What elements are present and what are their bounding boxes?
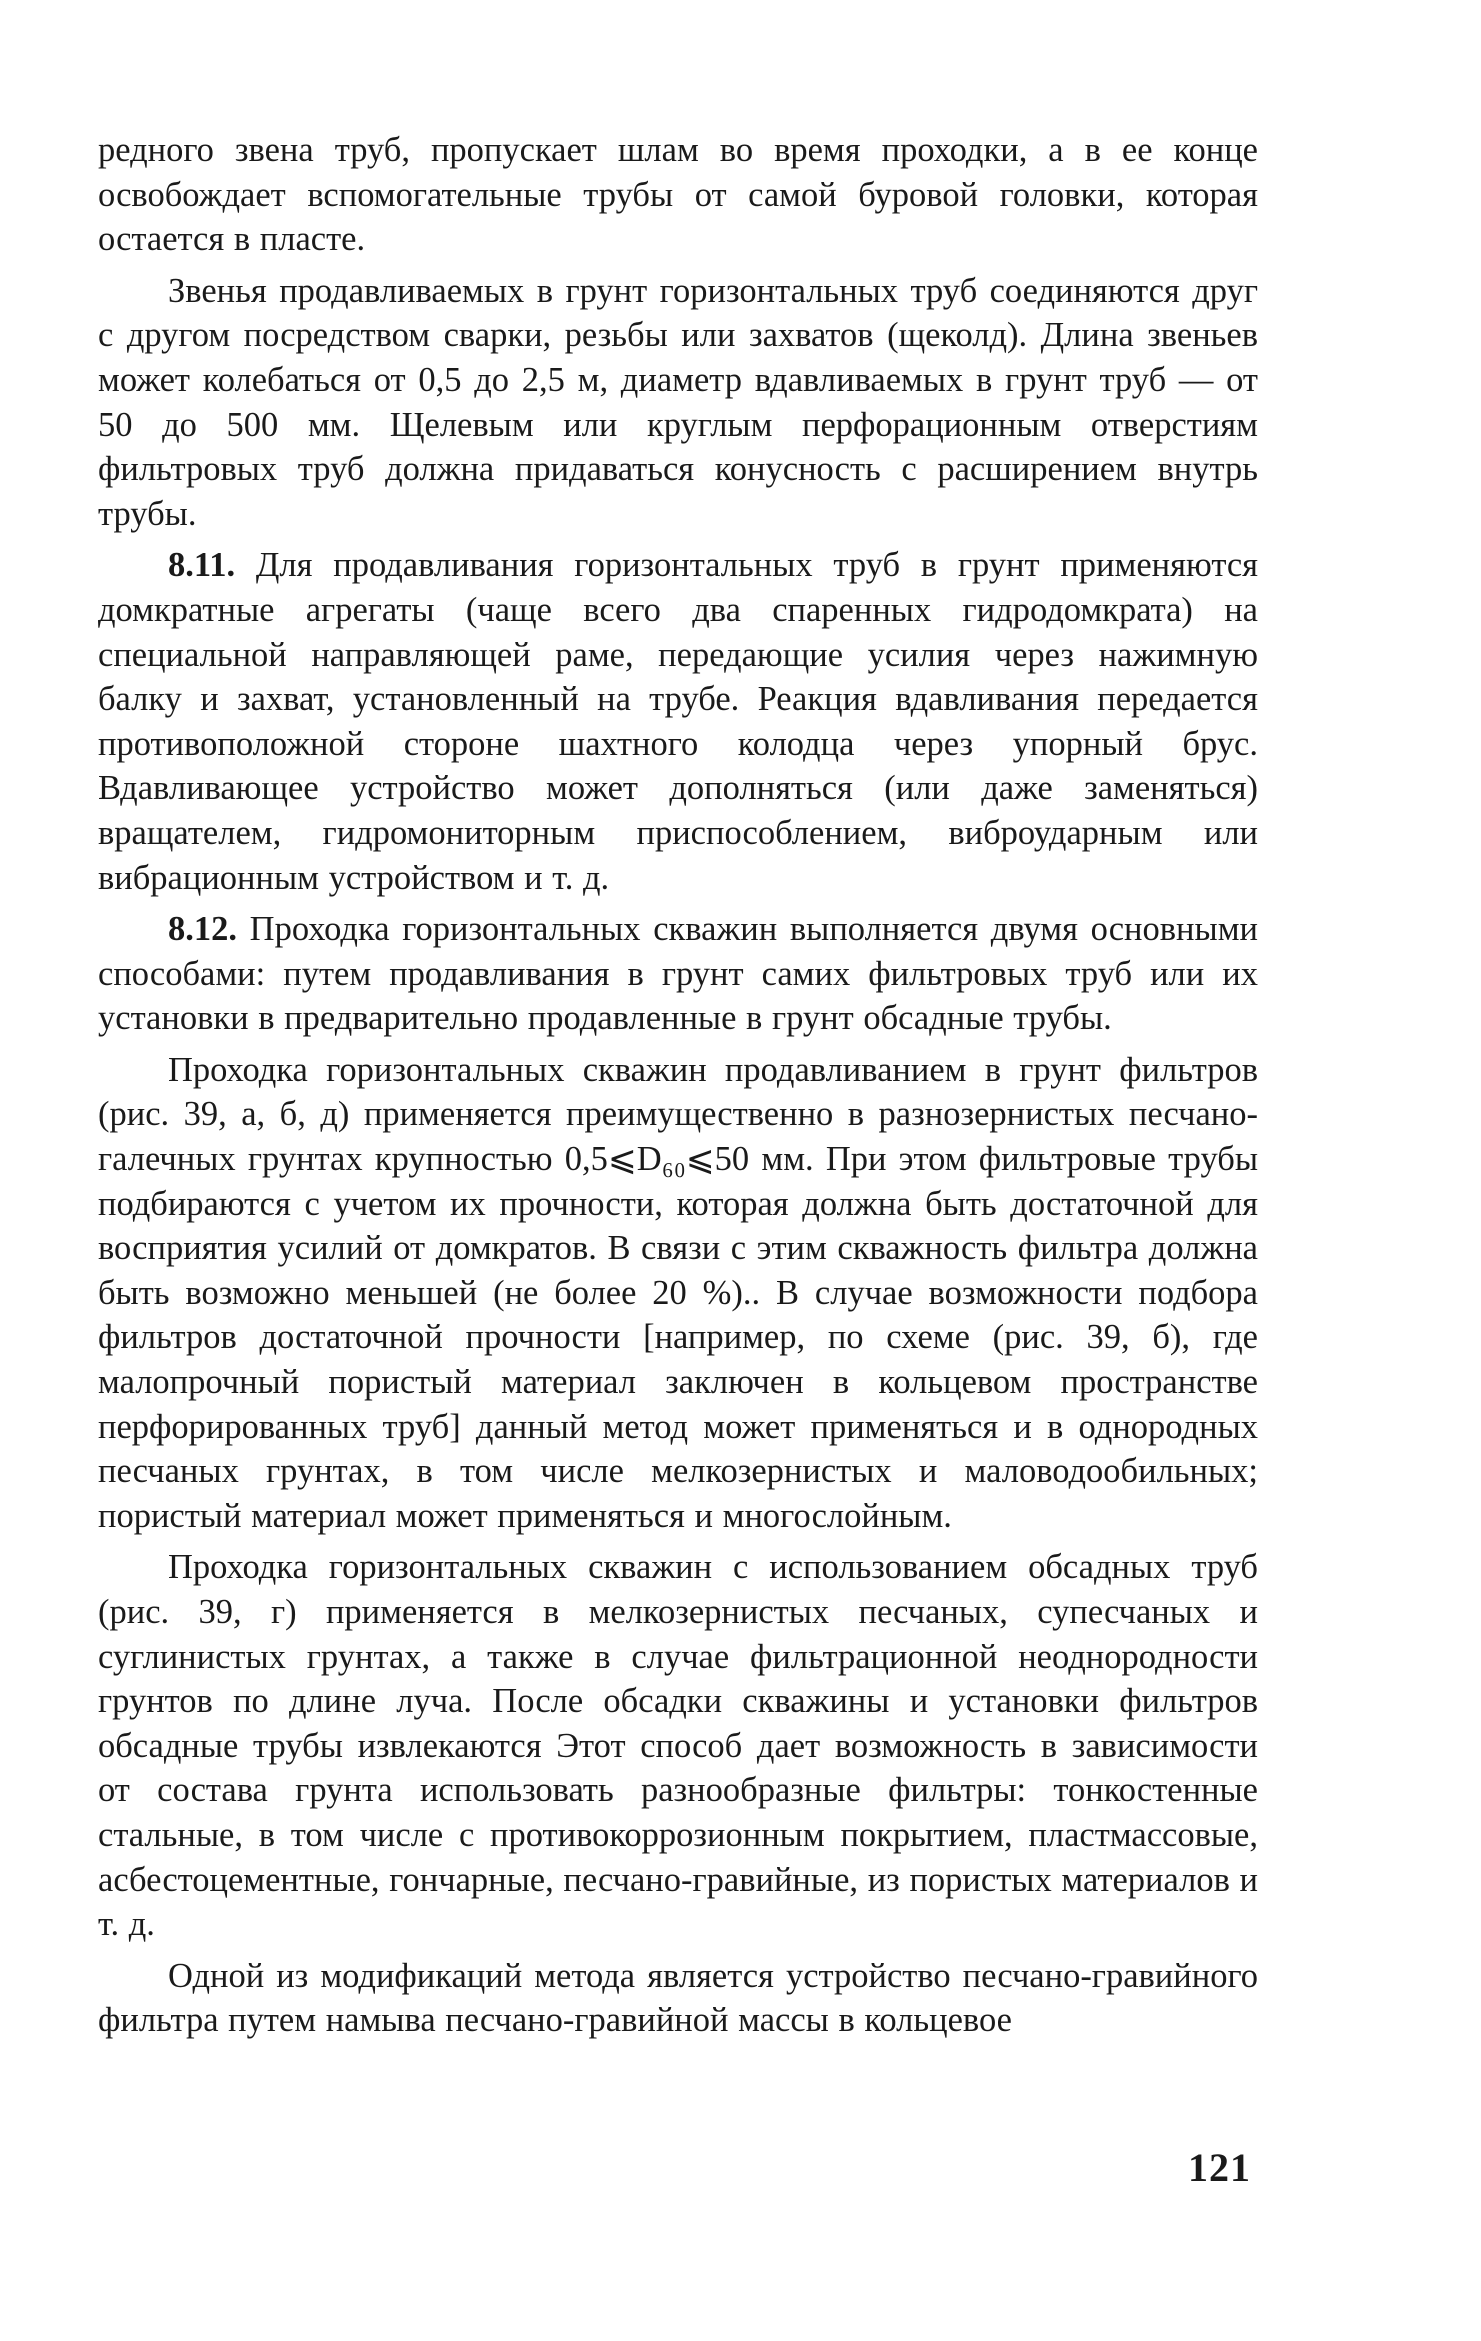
paragraph-text: Проходка горизонтальных скважин продавливанием в грунт фильтров (рис. 39, а, б, д) применяется преимущественно в разнозернистых песчано-галечных грунтах крупностью 0,5⩽D₆₀⩽50 мм. При этом фильтровые трубы подбираются с учетом их прочности, которая должна быть достаточной для восприятия усилий от домкратов. В связи с этим скважность фильтра должна быть возможно меньшей (не более 20 %).. В случае возможности подбора фильтров достаточной прочности [например, по схеме (рис. 39, б), где малопрочный пористый материал заключен в кольцевом пространстве перфорированных труб] данный метод может применяться и в однородных песчаных грунтах, в том числе мелкозернистых и маловодообильных; пористый материал может применяться и многослойным. — [98, 1050, 1258, 1535]
paragraph-text: Проходка горизонтальных скважин с использованием обсадных труб (рис. 39, г) применяется в мелкозернистых песчаных, супесчаных и суглинистых грунтах, а также в случае фильтрационной неоднородности грунтов по длине луча. После обсадки скважины и установки фильтров обсадные трубы извлекаются Этот способ дает возможность в зависимости от состава грунта использовать разнообразные фильтры: тонкостенные стальные, в том числе с противокоррозионным покрытием, пластмассовые, асбестоцементные, гончарные, песчано-гравийные, из пористых материалов и т. д. — [98, 1548, 1258, 1944]
paragraph-casing-pipes — [98, 1545, 1258, 1946]
paragraph-text: редного звена труб, пропускает шлам во время проходки, а в ее конце освобождает вспомогательные трубы от самой буровой головки, которая остается в пласте. — [98, 131, 1258, 259]
paragraph-text: Одной из модификаций метода является устройство песчано-гравийного фильтра путем намыва песчано-гравийной массы в кольцевое — [98, 1956, 1258, 2040]
paragraph-text: Проходка горизонтальных скважин выполняется двумя основными способами: путем продавливания в грунт самих фильтровых труб или их установки в предварительно продавленные в грунт обсадные трубы. — [98, 910, 1258, 1038]
text-column — [98, 128, 1258, 2043]
section-number: 8.11. — [168, 546, 236, 585]
paragraph-section-8-12 — [98, 907, 1258, 1041]
paragraph-continuation — [98, 128, 1258, 262]
section-number: 8.12. — [168, 910, 237, 949]
paragraph-filter-pushing — [98, 1048, 1258, 1539]
page-number: 121 — [1188, 2145, 1251, 2190]
paragraph-text: Звенья продавливаемых в грунт горизонтальных труб соединяются друг с другом посредством сварки, резьбы или захватов (щеколд). Длина звеньев может колебаться от 0,5 до 2,5 м, диаметр вдавливаемых в грунт труб — от 50 до 500 мм. Щелевым или круглым перфорационным отверстиям фильтровых труб должна придаваться конусность с расширением внутрь трубы. — [98, 271, 1258, 533]
paragraph-pipe-links — [98, 269, 1258, 537]
paragraph-text: Для продавливания горизонтальных труб в грунт применяются домкратные агрегаты (чаще всего два спаренных гидродомкрата) на специальной направляющей раме, передающие усилия через нажимную балку и захват, установленный на трубе. Реакция вдавливания передается противоположной стороне шахтного колодца через упорный брус. Вдавливающее устройство может дополняться (или даже заменяться) вращателем, гидромониторным приспособлением, виброударным или вибрационным устройством и т. д. — [98, 546, 1258, 897]
paragraph-section-8-11 — [98, 543, 1258, 900]
paragraph-gravel-filter — [98, 1954, 1258, 2043]
